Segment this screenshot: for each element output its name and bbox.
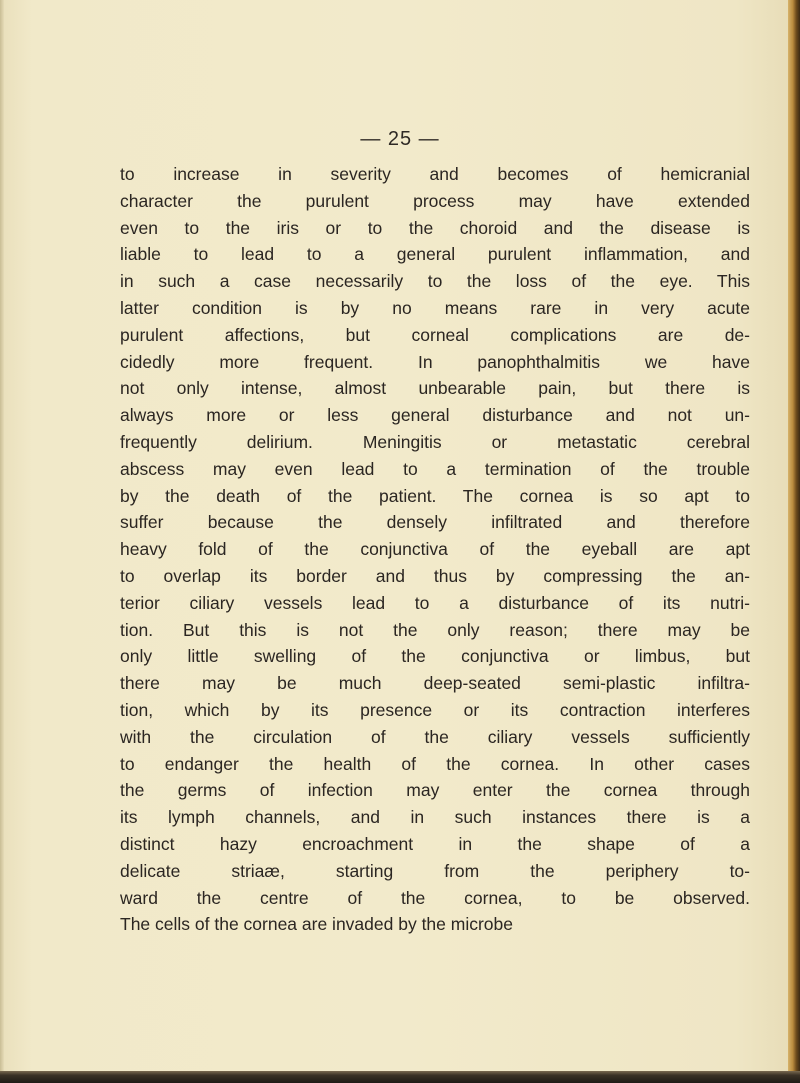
text-line: distinct hazy encroachment in the shape of a (120, 833, 750, 854)
text-line: terior ciliary vessels lead to a disturbance of its nutri- (120, 592, 750, 613)
text-line: purulent affections, but corneal complications are de- (120, 324, 750, 345)
text-line: The cells of the cornea are invaded by the microbe (120, 914, 513, 935)
text-line: its lymph channels, and in such instances there is a (120, 807, 750, 828)
text-line: tion. But this is not the only reason; there may be (120, 619, 750, 640)
page-number: — 25 — (360, 128, 440, 150)
text-line: ward the centre of the cornea, to be observed. (120, 887, 750, 908)
text-line: there may be much deep-seated semi-plastic infiltra- (120, 673, 750, 694)
text-line: always more or less general disturbance and not un- (120, 405, 750, 426)
text-line: with the circulation of the ciliary vessels sufficiently (120, 726, 750, 747)
text-line: liable to lead to a general purulent inflammation, and (120, 244, 750, 265)
text-line: character the purulent process may have extended (120, 190, 750, 211)
text-line: to increase in severity and becomes of hemicranial (120, 164, 750, 184)
text-line: to endanger the health of the cornea. In other cases (120, 753, 750, 774)
text-line: the germs of infection may enter the cornea through (120, 780, 750, 801)
text-line: in such a case necessarily to the loss of the eye. This (120, 271, 750, 292)
text-line: tion, which by its presence or its contraction interferes (120, 699, 750, 720)
text-line: frequently delirium. Meningitis or metastatic cerebral (120, 431, 750, 452)
body-text (120, 161, 750, 938)
text-line: delicate striaæ, starting from the periphery to- (120, 860, 750, 881)
text-line: latter condition is by no means rare in very acute (120, 297, 750, 318)
page-left-edge (0, 0, 4, 1083)
text-line: only little swelling of the conjunctiva or limbus, but (120, 646, 750, 667)
text-line: suffer because the densely infiltrated and therefore (120, 512, 750, 533)
text-line: heavy fold of the conjunctiva of the eyeball are apt (120, 539, 750, 560)
text-line: cidedly more frequent. In panophthalmitis we have (120, 351, 750, 372)
text-line: even to the iris or to the choroid and the disease is (120, 217, 750, 238)
page-right-edge (788, 0, 800, 1083)
text-line: to overlap its border and thus by compressing the an- (120, 565, 750, 586)
page-bottom-edge (0, 1071, 800, 1083)
text-line: abscess may even lead to a termination of the trouble (120, 458, 750, 479)
text-line: not only intense, almost unbearable pain, but there is (120, 378, 750, 399)
text-line: by the death of the patient. The cornea is so apt to (120, 485, 750, 506)
